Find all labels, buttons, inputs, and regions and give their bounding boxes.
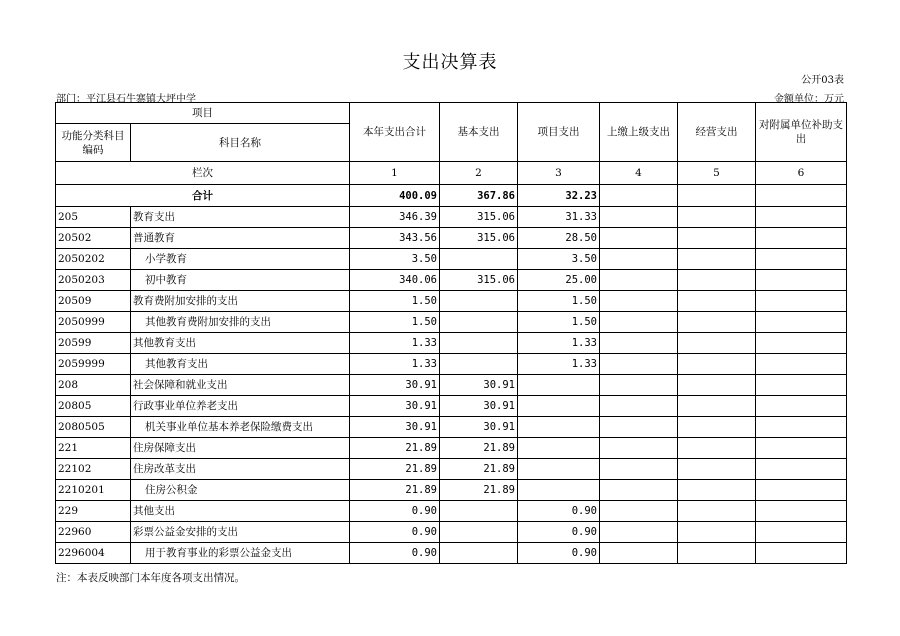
- col-number: 3: [518, 162, 600, 185]
- header-func-code: 功能分类科目编码: [56, 124, 131, 162]
- cell-subsidy: [756, 459, 847, 480]
- cell-code: 2080505: [56, 417, 131, 438]
- cell-basic: 21.89: [440, 438, 518, 459]
- cell-project: 25.00: [518, 270, 600, 291]
- cell-business: [678, 312, 756, 333]
- cell-upper: [600, 354, 678, 375]
- col-number: 6: [756, 162, 847, 185]
- table-row: [56, 333, 847, 354]
- cell-code: 2050999: [56, 312, 131, 333]
- total-project: 32.23: [518, 185, 600, 207]
- table-row: [56, 354, 847, 375]
- cell-subsidy: [756, 228, 847, 249]
- page-title: 支出决算表: [402, 52, 498, 73]
- cell-subject-name: 机关事业单位基本养老保险缴费支出: [131, 417, 350, 438]
- cell-code: 208: [56, 375, 131, 396]
- col-number: 4: [600, 162, 678, 185]
- cell-total: 3.50: [350, 249, 440, 270]
- expenditure-table: [55, 102, 847, 564]
- cell-code: 205: [56, 207, 131, 228]
- header-project: 项目: [56, 103, 350, 124]
- cell-project: 1.33: [518, 333, 600, 354]
- cell-project: [518, 375, 600, 396]
- cell-basic: 30.91: [440, 375, 518, 396]
- header-upper: 上缴上级支出: [600, 103, 678, 162]
- cell-business: [678, 333, 756, 354]
- cell-total: 0.90: [350, 501, 440, 522]
- cell-subject-name: 住房改革支出: [131, 459, 350, 480]
- cell-subject-name: 教育支出: [131, 207, 350, 228]
- cell-business: [678, 438, 756, 459]
- cell-business: [678, 354, 756, 375]
- cell-business: [678, 291, 756, 312]
- cell-subsidy: [756, 375, 847, 396]
- cell-basic: [440, 501, 518, 522]
- cell-total: 1.50: [350, 312, 440, 333]
- table-row: [56, 417, 847, 438]
- cell-code: 2059999: [56, 354, 131, 375]
- cell-total: 1.33: [350, 333, 440, 354]
- cell-total: 1.50: [350, 291, 440, 312]
- cell-code: 20599: [56, 333, 131, 354]
- cell-subject-name: 其他教育支出: [131, 354, 350, 375]
- cell-total: 346.39: [350, 207, 440, 228]
- total-row: [56, 185, 847, 207]
- cell-subsidy: [756, 480, 847, 501]
- table-row: [56, 396, 847, 417]
- cell-basic: [440, 522, 518, 543]
- table-row: [56, 249, 847, 270]
- cell-basic: [440, 333, 518, 354]
- cell-business: [678, 480, 756, 501]
- table-row: [56, 228, 847, 249]
- cell-basic: [440, 543, 518, 564]
- cell-subject-name: 社会保障和就业支出: [131, 375, 350, 396]
- cell-basic: 315.06: [440, 207, 518, 228]
- cell-upper: [600, 438, 678, 459]
- cell-upper: [600, 459, 678, 480]
- cell-subsidy: [756, 522, 847, 543]
- header-basic: 基本支出: [440, 103, 518, 162]
- table-row: [56, 270, 847, 291]
- cell-project: 1.33: [518, 354, 600, 375]
- cell-upper: [600, 480, 678, 501]
- cell-total: 30.91: [350, 417, 440, 438]
- cell-project: [518, 417, 600, 438]
- cell-upper: [600, 333, 678, 354]
- cell-business: [678, 270, 756, 291]
- cell-subsidy: [756, 333, 847, 354]
- cell-business: [678, 522, 756, 543]
- cell-upper: [600, 249, 678, 270]
- cell-subsidy: [756, 312, 847, 333]
- cell-basic: 315.06: [440, 228, 518, 249]
- cell-upper: [600, 396, 678, 417]
- cell-project: [518, 396, 600, 417]
- cell-subject-name: 其他教育费附加安排的支出: [131, 312, 350, 333]
- cell-business: [678, 207, 756, 228]
- cell-project: [518, 480, 600, 501]
- cell-project: 28.50: [518, 228, 600, 249]
- header-lanci: 栏次: [56, 162, 350, 185]
- cell-project: 0.90: [518, 501, 600, 522]
- cell-upper: [600, 312, 678, 333]
- cell-project: 0.90: [518, 522, 600, 543]
- cell-code: 2050202: [56, 249, 131, 270]
- cell-subject-name: 普通教育: [131, 228, 350, 249]
- cell-business: [678, 417, 756, 438]
- cell-subsidy: [756, 207, 847, 228]
- cell-code: 2050203: [56, 270, 131, 291]
- cell-business: [678, 459, 756, 480]
- cell-total: 0.90: [350, 522, 440, 543]
- cell-total: 21.89: [350, 480, 440, 501]
- table-row: [56, 207, 847, 228]
- cell-basic: 315.06: [440, 270, 518, 291]
- cell-code: 20502: [56, 228, 131, 249]
- total-amount: 400.09: [350, 185, 440, 207]
- cell-upper: [600, 417, 678, 438]
- cell-code: 2210201: [56, 480, 131, 501]
- header-business: 经营支出: [678, 103, 756, 162]
- cell-subsidy: [756, 270, 847, 291]
- table-row: [56, 522, 847, 543]
- table-row: [56, 459, 847, 480]
- cell-upper: [600, 291, 678, 312]
- cell-basic: [440, 291, 518, 312]
- header-subject-name: 科目名称: [131, 124, 350, 162]
- cell-project: 1.50: [518, 291, 600, 312]
- cell-project: [518, 459, 600, 480]
- cell-total: 340.06: [350, 270, 440, 291]
- cell-basic: 30.91: [440, 396, 518, 417]
- cell-upper: [600, 522, 678, 543]
- cell-project: 0.90: [518, 543, 600, 564]
- cell-upper: [600, 228, 678, 249]
- cell-code: 229: [56, 501, 131, 522]
- table-row: [56, 480, 847, 501]
- cell-subject-name: 彩票公益金安排的支出: [131, 522, 350, 543]
- cell-subsidy: [756, 354, 847, 375]
- cell-business: [678, 249, 756, 270]
- cell-business: [678, 501, 756, 522]
- cell-upper: [600, 375, 678, 396]
- cell-subsidy: [756, 438, 847, 459]
- cell-subject-name: 其他教育支出: [131, 333, 350, 354]
- cell-code: 221: [56, 438, 131, 459]
- col-number: 5: [678, 162, 756, 185]
- cell-business: [678, 228, 756, 249]
- cell-basic: [440, 354, 518, 375]
- cell-project: 1.50: [518, 312, 600, 333]
- cell-total: 30.91: [350, 375, 440, 396]
- table-row: [56, 501, 847, 522]
- cell-total: 1.33: [350, 354, 440, 375]
- table-row: [56, 312, 847, 333]
- cell-subject-name: 用于教育事业的彩票公益金支出: [131, 543, 350, 564]
- header-total: 本年支出合计: [350, 103, 440, 162]
- cell-total: 21.89: [350, 438, 440, 459]
- footnote: 注：本表反映部门本年度各项支出情况。: [56, 572, 245, 584]
- total-label: 合计: [56, 185, 350, 207]
- cell-code: 22960: [56, 522, 131, 543]
- cell-code: 20509: [56, 291, 131, 312]
- cell-total: 21.89: [350, 459, 440, 480]
- cell-subject-name: 住房公积金: [131, 480, 350, 501]
- cell-upper: [600, 270, 678, 291]
- cell-subsidy: [756, 396, 847, 417]
- cell-code: 20805: [56, 396, 131, 417]
- table-row: [56, 375, 847, 396]
- unit-label: 金额单位：万元: [774, 94, 844, 105]
- table-row: [56, 438, 847, 459]
- col-number: 1: [350, 162, 440, 185]
- cell-basic: [440, 312, 518, 333]
- cell-basic: [440, 249, 518, 270]
- cell-subject-name: 其他支出: [131, 501, 350, 522]
- cell-total: 343.56: [350, 228, 440, 249]
- cell-subsidy: [756, 249, 847, 270]
- cell-upper: [600, 207, 678, 228]
- cell-subject-name: 住房保障支出: [131, 438, 350, 459]
- cell-code: 2296004: [56, 543, 131, 564]
- cell-business: [678, 375, 756, 396]
- header-project-expense: 项目支出: [518, 103, 600, 162]
- cell-subsidy: [756, 417, 847, 438]
- cell-subsidy: [756, 501, 847, 522]
- cell-project: 3.50: [518, 249, 600, 270]
- cell-total: 0.90: [350, 543, 440, 564]
- cell-business: [678, 543, 756, 564]
- cell-basic: 21.89: [440, 480, 518, 501]
- cell-basic: 30.91: [440, 417, 518, 438]
- cell-subject-name: 行政事业单位养老支出: [131, 396, 350, 417]
- header-subsidy: 对附属单位补助支出: [756, 103, 847, 162]
- cell-basic: 21.89: [440, 459, 518, 480]
- cell-subject-name: 初中教育: [131, 270, 350, 291]
- cell-project: [518, 438, 600, 459]
- table-row: [56, 543, 847, 564]
- cell-code: 22102: [56, 459, 131, 480]
- cell-subsidy: [756, 543, 847, 564]
- form-code: 公开03表: [801, 75, 844, 86]
- cell-subject-name: 教育费附加安排的支出: [131, 291, 350, 312]
- total-basic: 367.86: [440, 185, 518, 207]
- cell-subject-name: 小学教育: [131, 249, 350, 270]
- cell-total: 30.91: [350, 396, 440, 417]
- cell-subsidy: [756, 291, 847, 312]
- table-row: [56, 291, 847, 312]
- cell-upper: [600, 501, 678, 522]
- cell-upper: [600, 543, 678, 564]
- department-label: 部门：平江县石牛寨镇大坪中学: [56, 94, 196, 105]
- cell-business: [678, 396, 756, 417]
- cell-project: 31.33: [518, 207, 600, 228]
- col-number: 2: [440, 162, 518, 185]
